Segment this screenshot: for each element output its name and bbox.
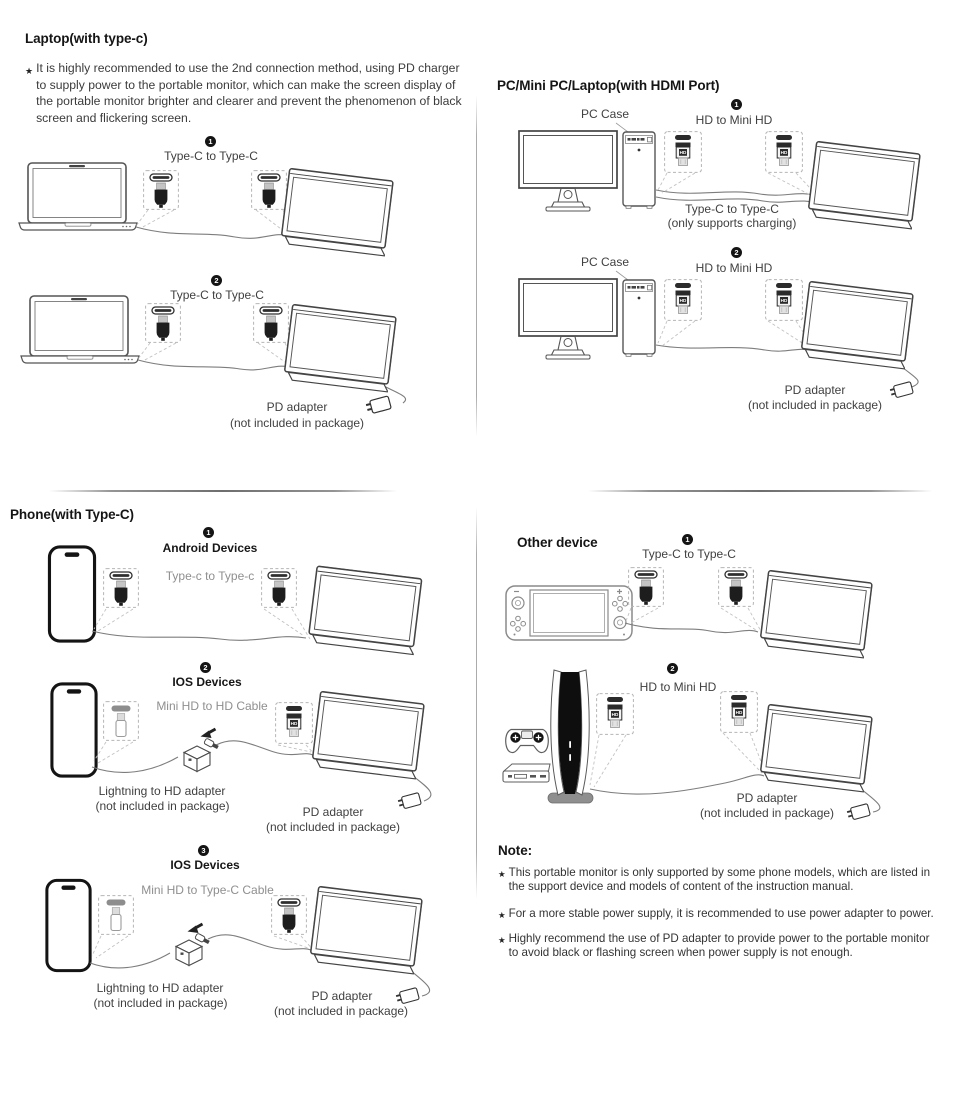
step-2-badge: 2 xyxy=(211,275,222,286)
type-c-plug-icon xyxy=(146,304,181,343)
hdmi-plug-icon xyxy=(766,132,803,173)
cable xyxy=(90,953,170,968)
note-bullet-text xyxy=(509,907,934,921)
star-bullet-icon: ★ xyxy=(498,935,506,945)
portable-monitor-icon xyxy=(801,282,914,369)
pd-adapter-sublabel: (not included in package) xyxy=(229,416,365,430)
pd-adapter-label: PD adapter xyxy=(736,791,798,805)
portable-monitor-icon xyxy=(284,305,397,392)
connection-label: Type-c to Type-c xyxy=(165,569,255,583)
pd-adapter-sublabel: (not included in package) xyxy=(273,1004,409,1018)
note-line: screen and flickering screen. xyxy=(36,110,192,125)
pd-adapter-icon xyxy=(889,382,913,399)
pd-adapter-icon xyxy=(846,804,870,821)
laptop-section xyxy=(0,0,477,460)
pc-tower-icon xyxy=(623,132,655,208)
gamepad-icon xyxy=(506,730,549,753)
note-bullet-text xyxy=(509,866,930,893)
pd-adapter-sublabel: (not included in package) xyxy=(699,806,835,820)
leader-lines xyxy=(658,173,824,203)
connection-label: HD to Mini HD xyxy=(695,113,773,127)
connection-label: Mini HD to Type-C Cable xyxy=(141,883,274,897)
cable xyxy=(656,345,811,351)
lightning-adapter-sublabel: (not included in package) xyxy=(95,799,230,813)
lightning-plug-icon xyxy=(104,702,139,741)
lightning-adapter-icon xyxy=(176,940,202,966)
type-c-plug-icon xyxy=(104,569,139,608)
section-title: Other device xyxy=(517,535,598,550)
horizontal-divider-left xyxy=(49,490,397,492)
note-line: to supply power to the portable monitor, which can make the screen display of xyxy=(36,77,456,92)
hdmi-plug-icon xyxy=(721,692,758,733)
note-line: For a more stable power supply, it is recommended to use power adapter to power. xyxy=(508,907,934,920)
step-3-badge: 3 xyxy=(198,845,209,856)
phone-icon xyxy=(47,880,90,970)
desktop-monitor-icon xyxy=(519,131,617,211)
phone-icon xyxy=(52,684,96,776)
cable xyxy=(138,360,294,370)
game-console-icon xyxy=(506,586,632,640)
media-box-icon xyxy=(503,764,550,782)
pd-adapter-label: PD adapter xyxy=(302,805,364,819)
pc-case-label: PC Case xyxy=(580,107,630,121)
laptop-note-text xyxy=(36,60,461,126)
leader-lines xyxy=(94,609,310,639)
pd-adapter-label: PD adapter xyxy=(311,989,373,1003)
pc-section xyxy=(480,0,960,460)
pd-adapter-label: PD adapter xyxy=(784,383,846,397)
step-1-badge: 1 xyxy=(203,527,214,538)
pc-tower-icon xyxy=(623,280,655,356)
lightning-adapter-label: Lightning to HD adapter xyxy=(96,981,224,995)
plug-in-arrow-icon xyxy=(188,924,203,933)
cable xyxy=(216,741,313,755)
hdmi-plug-icon xyxy=(665,132,702,173)
portable-monitor-icon xyxy=(308,566,423,654)
phone-section xyxy=(0,505,477,1100)
lightning-adapter-label: Lightning to HD adapter xyxy=(98,784,226,798)
device-type-label: Android Devices xyxy=(162,541,258,555)
portable-monitor-icon xyxy=(760,705,873,792)
charging-label: Type-C to Type-C xyxy=(685,202,779,216)
star-bullet-icon: ★ xyxy=(498,910,506,920)
other-device-section xyxy=(480,505,960,1100)
type-c-plug-icon xyxy=(629,568,664,607)
cable xyxy=(656,190,817,196)
note-line: It is highly recommended to use the 2nd connection method, using PD charger xyxy=(36,61,460,75)
lightning-plug-icon xyxy=(99,896,134,935)
note-bullet xyxy=(498,866,930,893)
note-line: Highly recommend the use of PD adapter to provide power to the portable monitor xyxy=(508,932,930,945)
connection-label: HD to Mini HD xyxy=(639,680,717,694)
cable xyxy=(625,623,758,633)
note-bullet xyxy=(498,932,929,959)
portable-monitor-icon xyxy=(808,142,921,229)
portable-monitor-icon xyxy=(312,692,425,779)
cable xyxy=(136,227,291,238)
leader-lines xyxy=(136,210,295,237)
cable xyxy=(208,935,311,950)
device-type-label: IOS Devices xyxy=(170,858,240,872)
type-c-plug-icon xyxy=(254,304,289,343)
laptop-icon xyxy=(21,296,139,363)
section-title: Phone(with Type-C) xyxy=(10,507,134,522)
pc-section-art xyxy=(480,0,960,460)
step-1-badge: 1 xyxy=(682,534,693,545)
step-2-badge: 2 xyxy=(667,663,678,674)
portable-monitor-icon xyxy=(310,887,423,974)
note-line: the support device and models of content of the instruction manual. xyxy=(508,879,854,893)
type-c-plug-icon xyxy=(272,896,307,935)
device-type-label: IOS Devices xyxy=(172,675,242,689)
laptop-note xyxy=(25,60,462,126)
type-c-plug-icon xyxy=(144,171,179,210)
connection-label: Type-C to Type-C xyxy=(164,149,258,163)
pd-adapter-sublabel: (not included in package) xyxy=(747,398,883,412)
cable-plug-icon xyxy=(195,933,211,945)
pd-adapter-sublabel: (not included in package) xyxy=(265,820,401,834)
note-title: Note: xyxy=(498,843,532,858)
laptop-icon xyxy=(19,163,137,230)
hdmi-plug-icon xyxy=(665,280,702,321)
type-c-plug-icon xyxy=(719,568,754,607)
step-1-badge: 1 xyxy=(731,99,742,110)
pc-case-label: PC Case xyxy=(580,255,630,269)
type-c-plug-icon xyxy=(252,171,287,210)
connection-label: Mini HD to HD Cable xyxy=(156,699,268,713)
note-bullet-text xyxy=(509,932,930,959)
connection-label: HD to Mini HD xyxy=(695,261,773,275)
plug-in-arrow-icon xyxy=(201,729,216,738)
charging-sublabel: (only supports charging) xyxy=(667,216,797,230)
pd-adapter-label: PD adapter xyxy=(266,400,328,414)
section-title: Laptop(with type-c) xyxy=(25,31,148,46)
phone-icon xyxy=(49,547,94,641)
lightning-adapter-icon xyxy=(184,746,210,772)
desktop-monitor-icon xyxy=(519,279,617,359)
star-bullet-icon: ★ xyxy=(498,869,506,879)
step-2-badge: 2 xyxy=(200,662,211,673)
note-line: to avoid black or flashing screen when power supply is not enough. xyxy=(508,945,853,959)
lightning-adapter-sublabel: (not included in package) xyxy=(93,996,228,1010)
portable-monitor-icon xyxy=(760,571,873,658)
note-line: the portable monitor brighter and clearer and prevent the phenomenon of black xyxy=(36,94,462,109)
cable xyxy=(92,631,306,640)
hdmi-plug-icon xyxy=(597,694,634,735)
connection-label: Type-C to Type-C xyxy=(642,547,736,561)
note-bullet xyxy=(498,907,934,923)
step-2-badge: 2 xyxy=(731,247,742,258)
horizontal-divider-right xyxy=(588,490,932,492)
hdmi-plug-icon xyxy=(766,280,803,321)
connection-label: Type-C to Type-C xyxy=(170,288,264,302)
section-title: PC/Mini PC/Laptop(with HDMI Port) xyxy=(497,78,720,93)
portable-monitor-icon xyxy=(281,169,394,256)
step-1-badge: 1 xyxy=(205,136,216,147)
note-line: This portable monitor is only supported by some phone models, which are listed in xyxy=(508,866,931,879)
ps5-console-icon xyxy=(548,670,593,803)
star-bullet-icon: ★ xyxy=(25,66,34,76)
pd-adapter-icon xyxy=(365,396,391,415)
